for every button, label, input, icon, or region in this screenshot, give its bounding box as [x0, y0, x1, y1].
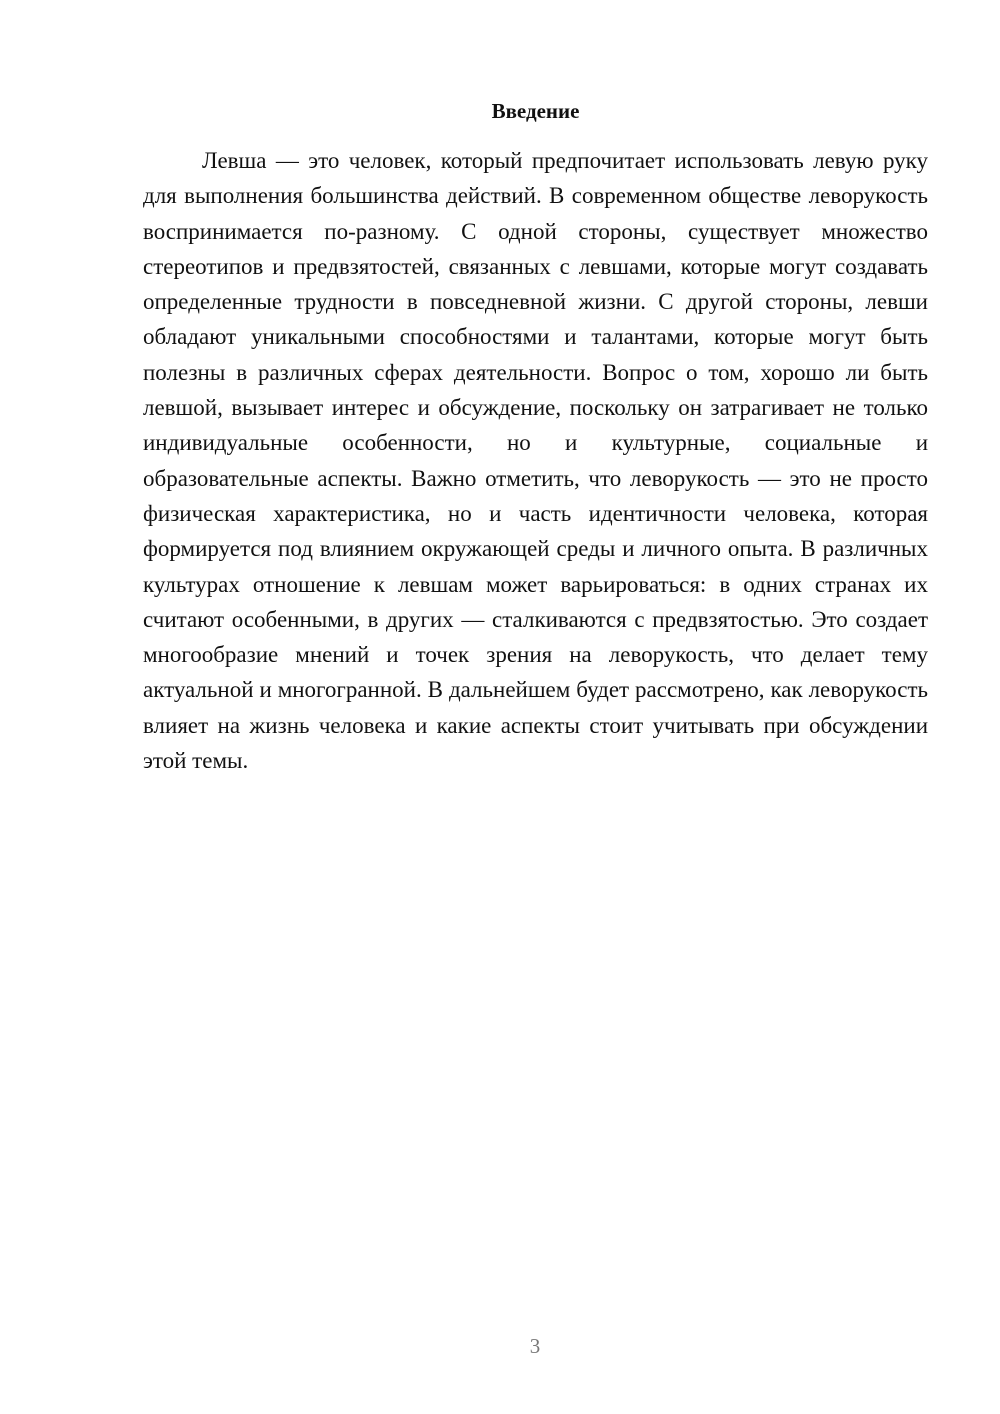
- section-heading: Введение: [491, 99, 580, 123]
- body-paragraph: Левша — это человек, который предпочитает использовать левую руку для выполнения большинства действий. В современном обществе леворукость воспринимается по-разному. С одной стороны, существует множество стереотипов и предвзятостей, связанных с левшами, которые могут создавать определенные трудности в повседневной жизни. С другой стороны, левши обладают уникальными способностями и талантами, которые могут быть полезны в различных сферах деятельности. Вопрос о том, хорошо ли быть левшой, вызывает интерес и обсуждение, поскольку он затрагивает не только индивидуальные особенности, но и культурные, социальные и образовательные аспекты. Важно отметить, что леворукость — это не просто физическая характеристика, но и часть идентичности человека, которая формируется под влиянием окружающей среды и личного опыта. В различных культурах отношение к левшам может варьироваться: в одних странах их считают особенными, в других — сталкиваются с предвзятостью. Это создает многообразие мнений и точек зрения на леворукость, что делает тему актуальной и многогранной. В дальнейшем будет рассмотрено, как леворукость влияет на жизнь человека и какие аспекты стоит учитывать при обсуждении этой темы.: [143, 148, 928, 774]
- page-number: 3: [529, 1334, 541, 1358]
